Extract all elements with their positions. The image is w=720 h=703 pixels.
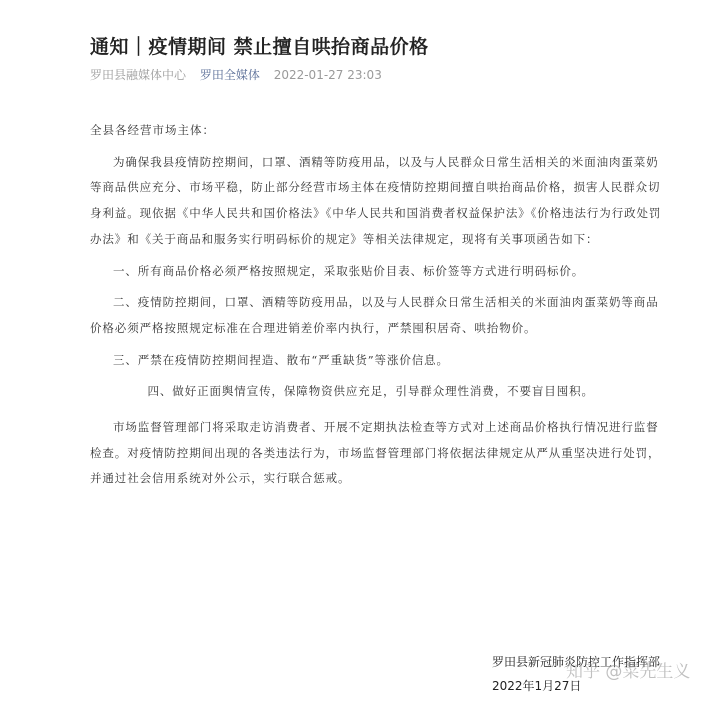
source-name: 罗田县融媒体中心 [90, 68, 187, 82]
notice-intro: 为确保我县疫情防控期间，口罩、酒精等防疫用品，以及与人民群众日常生活相关的米面油肉蛋菜奶等商品供应充分、市场平稳，防止部分经营市场主体在疫情防控期间擅自哄抬商品价格，损害人民群众切身利益。现依据《中华人民共和国价格法》《中华人民共和国消费者权益保护法》《价格违法行为行政处罚办法》和《关于商品和服务实行明码标价的规定》等相关法律规定，现将有关事项函告如下： [90, 154, 662, 246]
signature-date: 2022年1月27日 [491, 679, 582, 693]
publish-time: 2022-01-27 23:03 [273, 68, 382, 82]
signature-org: 罗田县新冠肺炎防控工作指挥部 [491, 655, 660, 669]
account-link[interactable]: 罗田全媒体 [199, 68, 260, 82]
notice-item-3: 三、严禁在疫情防控期间捏造、散布“严重缺货”等涨价信息。 [113, 352, 449, 367]
notice-item-1: 一、所有商品价格必须严格按照规定，采取张贴价目表、标价签等方式进行明码标价。 [113, 263, 585, 278]
notice-item-4: 四、做好正面舆情宣传，保障物资供应充足，引导群众理性消费，不要盲目囤积。 [147, 384, 594, 399]
article-title: 通知｜疫情期间 禁止擅自哄抬商品价格 [90, 36, 429, 58]
notice-body [90, 118, 662, 492]
notice-greeting: 全县各经营市场主体： [90, 123, 215, 137]
notice-closing: 市场监督管理部门将采取走访消费者、开展不定期执法检查等方式对上述商品价格执行情况进行监督检查。对疫情防控期间出现的各类违法行为，市场监督管理部门将依据法律规定从严从重坚决进行处罚，并通过社会信用系统对外公示，实行联合惩戒。 [90, 420, 661, 486]
zhihu-watermark: 知乎 @菜先生义 [566, 662, 691, 682]
notice-item-2: 二、疫情防控期间，口罩、酒精等防疫用品，以及与人民群众日常生活相关的米面油肉蛋菜奶等商品价格必须严格按照规定标准在合理进销差价率内执行，严禁囤积居奇、哄抬物价。 [90, 295, 659, 335]
article-meta [90, 66, 382, 83]
